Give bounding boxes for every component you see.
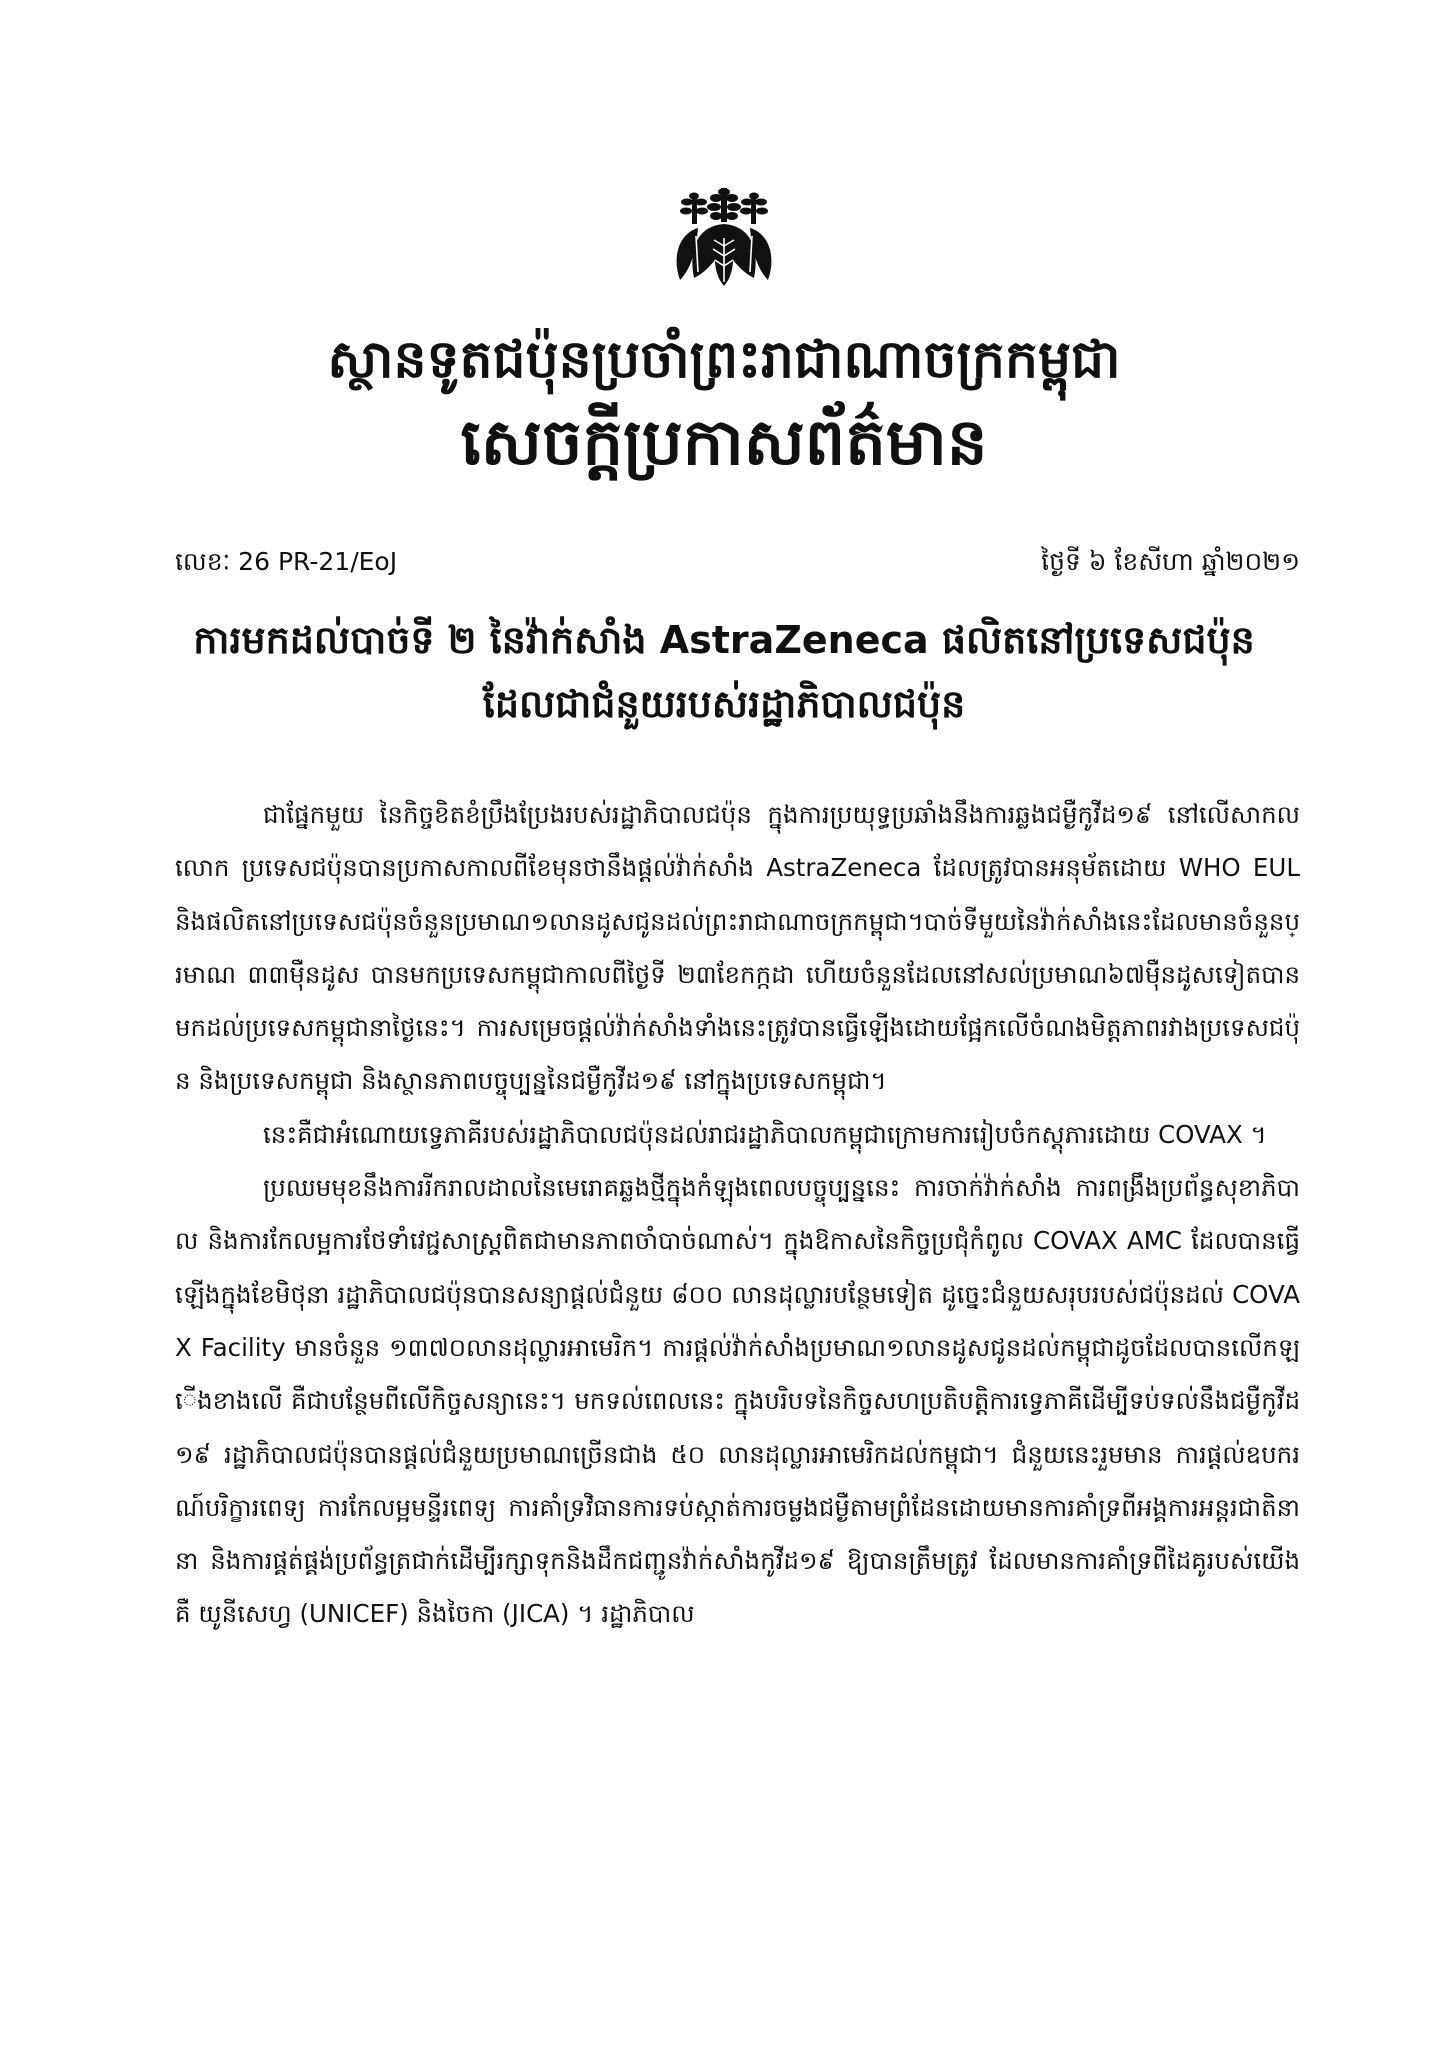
paragraph-3: ប្រឈមមុខនឹងការរីករាលដាលនៃមេរោគឆ្លងថ្មីក្នុងកំឡុងពេលបច្ចុប្បន្ននេះ ការចាក់វ៉ាក់សាំង ការពង្រឹងប្រព័ន្ធសុខាភិបាល និងការកែលម្អការថែទាំវេជ្ជសាស្ត្រពិតជាមានភាពចាំបាច់ណាស់។ ក្នុងឱកាសនៃកិច្ចប្រជុំកំពូល COVAX AMC ដែលបានធ្វើឡើងក្នុងខែមិថុនា រដ្ឋាភិបាលជប៉ុនបានសន្យាផ្តល់ជំនួយ ៨០០ លានដុល្លារបន្ថែមទៀត ដូច្នេះជំនួយសរុបរបស់ជប៉ុនដល់ COVAX Facility មានចំនួន ១៣៧០លានដុល្លារអាមេរិក។ ការផ្តល់វ៉ាក់សាំងប្រមាណ១លានដូសជូនដល់កម្ពុជាដូចដែលបានលើកឡើងខាងលើ គឺជាបន្ថែមពីលើកិច្ចសន្យានេះ។ មកទល់ពេលនេះ ក្នុងបរិបទនៃកិច្ចសហប្រតិបត្តិការទ្វេភាគីដើម្បីទប់ទល់នឹងជម្ងឺកូវីដ១៩ រដ្ឋាភិបាលជប៉ុនបានផ្តល់ជំនួយប្រមាណច្រើនជាង ៥០ លានដុល្លារអាមេរិកដល់កម្ពុជា។ ជំនួយនេះរួមមាន ការផ្តល់ឧបករណ៍បរិក្ខារពេទ្យ ការកែលម្អមន្ទីរពេទ្យ ការគាំទ្រវិធានការទប់ស្កាត់ការចម្លងជម្ងឺតាមព្រំដែនដោយមានការគាំទ្រពីអង្គការអន្តរជាតិនានា និងការផ្គត់ផ្គង់ប្រព័ន្ធត្រជាក់ដើម្បីរក្សាទុកនិងដឹកជញ្ជូនវ៉ាក់សាំងកូវីដ១៩ ឱ្យបានត្រឹមត្រូវ ដែលមានការគាំទ្រពីដៃគូរបស់យើងគឺ យូនីសេហ្វ (UNICEF) និងចៃកា (JICA) ។ រដ្ឋាភិបាល [175, 1173, 1300, 1629]
headline-line-2: ដែលជាជំនួយរបស់រដ្ឋាភិបាលជប៉ុន [482, 682, 966, 726]
reference-date-row [175, 540, 1300, 584]
issue-date: ថ្ងៃទី ៦ ខែសីហា ឆ្នាំ២០២១ [1041, 547, 1300, 576]
paragraph-2: នេះគឺជាអំណោយទ្វេភាគីរបស់រដ្ឋាភិបាលជប៉ុនដល់រាជរដ្ឋាភិបាលកម្ពុជាក្រោមការរៀបចំកស្តុភារដោយ COVAX ។ [263, 1119, 1267, 1149]
embassy-name: ស្ថានទូតជប៉ុនប្រចាំព្រះរាជាណាចក្រកម្ពុជា [327, 330, 1121, 390]
paulownia-crest-icon [668, 186, 780, 288]
document-type-title: សេចក្តីប្រកាសព័ត៌មាន [460, 406, 988, 480]
emblem-graphic [668, 186, 780, 288]
body-text [175, 788, 1300, 1641]
paragraph-1: ជាផ្នែកមួយ នៃកិច្ចខិតខំប្រឹងប្រែងរបស់រដ្ឋាភិបាលជប៉ុន ក្នុងការប្រយុទ្ធប្រឆាំងនឹងការឆ្លងជម្ងឺកូវីដ១៩ នៅលើសាកលលោក ប្រទេសជប៉ុនបានប្រកាសកាលពីខែមុនថានឹងផ្តល់វ៉ាក់សាំង AstraZeneca ដែលត្រូវបានអនុម័តដោយ WHO EUL និងផលិតនៅប្រទេសជប៉ុនចំនួនប្រមាណ១លានដូសជូនដល់ព្រះរាជាណាចក្រកម្ពុជា។បាច់ទីមួយនៃវ៉ាក់សាំងនេះដែលមានចំនួនប្រមាណ ៣៣ម៉ឺនដូស បានមកប្រទេសកម្ពុជាកាលពីថ្ងៃទី ២៣ខែកក្កដា ហើយចំនួនដែលនៅសល់ប្រមាណ៦៧ម៉ឺនដូសទៀតបានមកដល់ប្រទេសកម្ពុជានាថ្ងៃនេះ។ ការសម្រេចផ្តល់វ៉ាក់សាំងទាំងនេះត្រូវបានធ្វើឡើងដោយផ្អែកលើចំណងមិត្តភាពរវាងប្រទេសជប៉ុន និងប្រទេសកម្ពុជា និងស្ថានភាពបច្ចុប្បន្ននៃជម្ងឺកូវីដ១៩ នៅក្នុងប្រទេសកម្ពុជា។ [175, 800, 1300, 1096]
headline-line-1: ការមកដល់បាច់ទី ២ នៃវ៉ាក់សាំង AstraZeneca ផលិតនៅប្រទេសជប៉ុន [193, 618, 1255, 662]
reference-number: លេខៈ 26 PR-21/EoJ [175, 547, 398, 576]
